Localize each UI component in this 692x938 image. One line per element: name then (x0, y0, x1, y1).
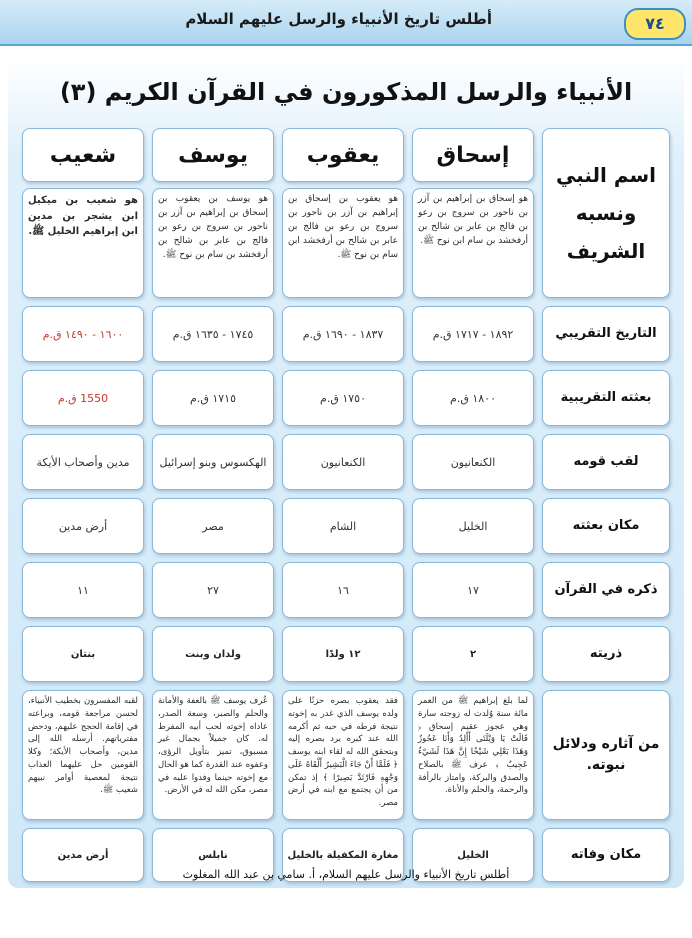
place-shuayb: أرض مدين (22, 498, 144, 554)
row-label-death: مكان وفاته (542, 828, 670, 882)
place-yaqub: الشام (282, 498, 404, 554)
column-header-yaqub: يعقوب (282, 128, 404, 182)
traces-shuayb: لقبه المفسرون بخطيب الأنبياء، لحسن مراجعة قومه، وبراعته في إقامة الحجج عليهم، ودحض مفترياتهم. أرسله الله إلى مدين، وأصحاب الأيكة؛ وكلا القومين حل عليهما العذاب نتيجة لمعصية أوامر نبيهم شعيب ﷺ. (22, 690, 144, 820)
lineage-yusuf: هو يوسف بن يعقوب بن إسحاق بن إبراهيم بن آزر بن ناحور بن سروج بن رعو بن فالج بن عابر بن شالح بن أرفخشد بن سام بن نوح ﷺ. (152, 188, 274, 298)
traces-ishaq: لما بلغ إبراهيم ﷺ من العمر مائة سنة وُلدت له زوجته سارة وهي عجوز عقيم إسحاق ﴿ قَالَتْ يَا وَيْلَتَى أَأَلِدُ وَأَنَا عَجُوزٌ وَهَذَا بَعْلِي شَيْخًا إِنَّ هَذَا لَشَيْءٌ عَجِيبٌ ﴾ عرف ﷺ بالصلاح والصدق والبركة، وامتاز بالرأفة والرحمة، والحلم والأناة. (412, 690, 534, 820)
offspring-yaqub: ١٢ ولدًا (282, 626, 404, 682)
mentions-shuayb: ١١ (22, 562, 144, 618)
book-title: أطلس تاريخ الأنبياء والرسل عليهم السلام (185, 10, 492, 28)
column-header-ishaq: إسحاق (412, 128, 534, 182)
page-header (0, 0, 692, 46)
mission-yaqub: ١٧٥٠ ق.م (282, 370, 404, 426)
page-number-badge: ٧٤ (624, 8, 686, 40)
mission-ishaq: ١٨٠٠ ق.م (412, 370, 534, 426)
row-label-place: مكان بعثته (542, 498, 670, 554)
offspring-ishaq: ٢ (412, 626, 534, 682)
mission-shuayb: 1550 ق.م (22, 370, 144, 426)
death-yusuf: نابلس (152, 828, 274, 882)
lineage-yaqub: هو يعقوب بن إسحاق بن إبراهيم بن آزر بن ناحور بن سروج بن رعو بن فالج بن عابر بن شالح بن أرفخشد ابن سام بن نوح ﷺ. (282, 188, 404, 298)
mentions-ishaq: ١٧ (412, 562, 534, 618)
people-yusuf: الهكسوس وبنو إسرائيل (152, 434, 274, 490)
lineage-ishaq: هو إسحاق بن إبراهيم بن آزر بن ناحور بن سروج بن رعو بن فالج بن عابر بن شالح بن أرفخشد بن سام ابن نوح ﷺ. (412, 188, 534, 298)
offspring-yusuf: ولدان وبنت (152, 626, 274, 682)
row-label-offspring: ذريته (542, 626, 670, 682)
death-shuayb: أرض مدين (22, 828, 144, 882)
column-header-yusuf: يوسف (152, 128, 274, 182)
place-yusuf: مصر (152, 498, 274, 554)
death-yaqub: مغارة المكفيلة بالخليل (282, 828, 404, 882)
date-yusuf: ١٧٤٥ - ١٦٣٥ ق.م (152, 306, 274, 362)
row-label-people: لقب قومه (542, 434, 670, 490)
row-label-date: التاريخ التقريبي (542, 306, 670, 362)
mission-yusuf: ١٧١٥ ق.م (152, 370, 274, 426)
mentions-yusuf: ٢٧ (152, 562, 274, 618)
page-title: الأنبياء والرسل المذكورون في القرآن الكريم (٣) (59, 78, 633, 106)
people-shuayb: مدين وأصحاب الأيكة (22, 434, 144, 490)
row-label-traces: من آثاره ودلائل نبوته. (542, 690, 670, 820)
place-ishaq: الخليل (412, 498, 534, 554)
lineage-shuayb: هو شعيب بن ميكيل ابن يشجر بن مدين ابن إبراهيم الخليل ﷺ. (22, 188, 144, 298)
source-citation: أطلس تاريخ الأنبياء والرسل عليهم السلام، أ. سامي بن عبد الله المغلوث (182, 868, 510, 881)
row-label-name: اسم النبي ونسبه الشريف (542, 128, 670, 298)
date-yaqub: ١٨٣٧ - ١٦٩٠ ق.م (282, 306, 404, 362)
offspring-shuayb: بنتان (22, 626, 144, 682)
row-label-mentions: ذكره في القرآن (542, 562, 670, 618)
date-ishaq: ١٨٩٢ - ١٧١٧ ق.م (412, 306, 534, 362)
traces-yaqub: فقد يعقوب بصره حزنًا على ولده يوسف الذي غدر به إخوته نتيجة فرطه في حبه ثم أكرمه الله عند كبره برد بصره إليه وبتحقق الله له لقاء ابنه يوسف ﴿ فَلَمَّا أَنْ جَاءَ الْبَشِيرُ أَلْقَاهُ عَلَى وَجْهِهِ فَارْتَدَّ بَصِيرًا ﴾ إذ تمكن من أن يجتمع مع ابنه في أرض مصر. (282, 690, 404, 820)
column-header-shuayb: شعيب (22, 128, 144, 182)
people-yaqub: الكنعانيون (282, 434, 404, 490)
death-ishaq: الخليل (412, 828, 534, 882)
row-label-mission: بعثته التقريبية (542, 370, 670, 426)
mentions-yaqub: ١٦ (282, 562, 404, 618)
traces-yusuf: عُرف يوسف ﷺ بالعفة والأمانة والحلم والصبر، وسعة الصدر، عاداه إخوته لحب أبيه المفرط له. كان جميلاً بجمال غير مسبوق، تميز بتأويل الرؤى، وعفوه عند القدرة كما هو الحال مع إخوته حينما وفدوا عليه في مصر، مكن الله له في الأرض. (152, 690, 274, 820)
date-shuayb: ١٦٠٠ - ١٤٩٠ ق.م (22, 306, 144, 362)
people-ishaq: الكنعانيون (412, 434, 534, 490)
